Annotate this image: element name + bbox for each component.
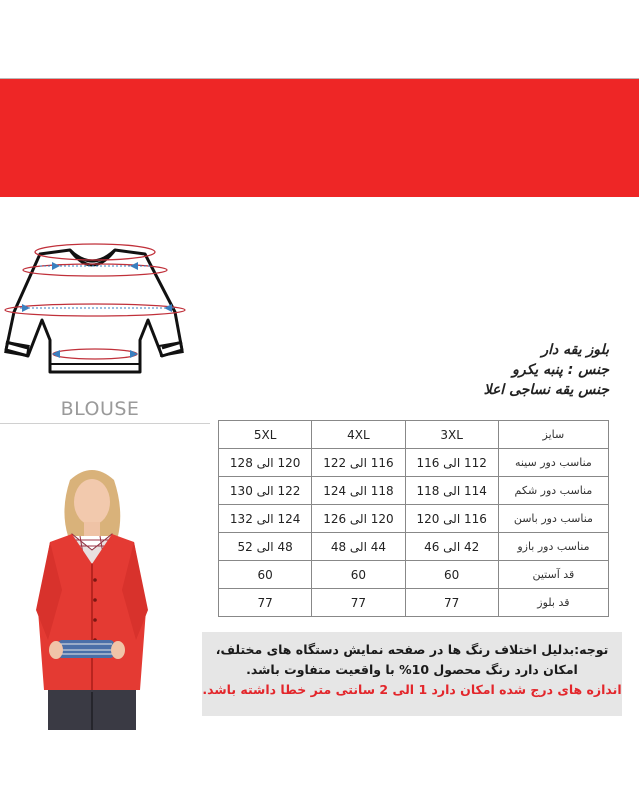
table-row xyxy=(219,505,609,533)
table-cell: 77 xyxy=(219,589,312,617)
size-table xyxy=(218,420,609,617)
table-cell: 118 الی 124 xyxy=(312,477,405,505)
table-cell: 77 xyxy=(312,589,405,617)
table-cell: 60 xyxy=(405,561,498,589)
size-header: 5XL xyxy=(219,421,312,449)
red-banner xyxy=(0,79,639,197)
table-row xyxy=(219,561,609,589)
product-material: جنس : پنبه یکرو xyxy=(512,362,609,378)
table-cell: 116 الی 122 xyxy=(312,449,405,477)
table-cell: 48 الی 52 xyxy=(219,533,312,561)
table-row xyxy=(219,589,609,617)
row-label: مناسب دور شکم xyxy=(498,477,608,505)
table-cell: 42 الی 46 xyxy=(405,533,498,561)
table-cell: 112 الی 116 xyxy=(405,449,498,477)
table-cell: 60 xyxy=(312,561,405,589)
row-label: مناسب دور سینه xyxy=(498,449,608,477)
table-cell: 124 الی 132 xyxy=(219,505,312,533)
row-label: قد بلوز xyxy=(498,589,608,617)
table-cell: 120 الی 128 xyxy=(219,449,312,477)
top-blank-area xyxy=(0,0,639,79)
table-header-row xyxy=(219,421,609,449)
table-row xyxy=(219,449,609,477)
product-title: بلوز یقه دار xyxy=(541,342,609,358)
note-line-3: اندازه های درج شده امکان دارد 1 الی 2 سانتی متر خطا داشته باشد. xyxy=(202,682,622,697)
table-cell: 122 الی 130 xyxy=(219,477,312,505)
table-cell: 77 xyxy=(405,589,498,617)
table-cell: 44 الی 48 xyxy=(312,533,405,561)
blouse-sketch-icon xyxy=(0,232,190,392)
size-header: 3XL xyxy=(405,421,498,449)
note-box xyxy=(202,632,622,716)
blouse-caption: BLOUSE xyxy=(60,398,140,420)
table-cell: 120 الی 126 xyxy=(312,505,405,533)
model-photo xyxy=(0,440,200,730)
product-info xyxy=(484,340,609,400)
section-divider xyxy=(0,423,210,424)
table-row xyxy=(219,533,609,561)
row-label: مناسب دور باسن xyxy=(498,505,608,533)
row-label: مناسب دور بازو xyxy=(498,533,608,561)
table-header-label: سایز xyxy=(498,421,608,449)
table-row xyxy=(219,477,609,505)
table-cell: 116 الی 120 xyxy=(405,505,498,533)
table-cell: 60 xyxy=(219,561,312,589)
note-line-1: توجه:بدلیل اختلاف رنگ ها در صفحه نمایش دستگاه های مختلف، xyxy=(215,642,609,657)
size-header: 4XL xyxy=(312,421,405,449)
note-line-2: امکان دارد رنگ محصول 10% با واقعیت متفاوت باشد. xyxy=(246,662,578,677)
table-cell: 114 الی 118 xyxy=(405,477,498,505)
row-label: قد آستین xyxy=(498,561,608,589)
product-collar-material: جنس یقه نساجی اعلا xyxy=(483,382,609,398)
